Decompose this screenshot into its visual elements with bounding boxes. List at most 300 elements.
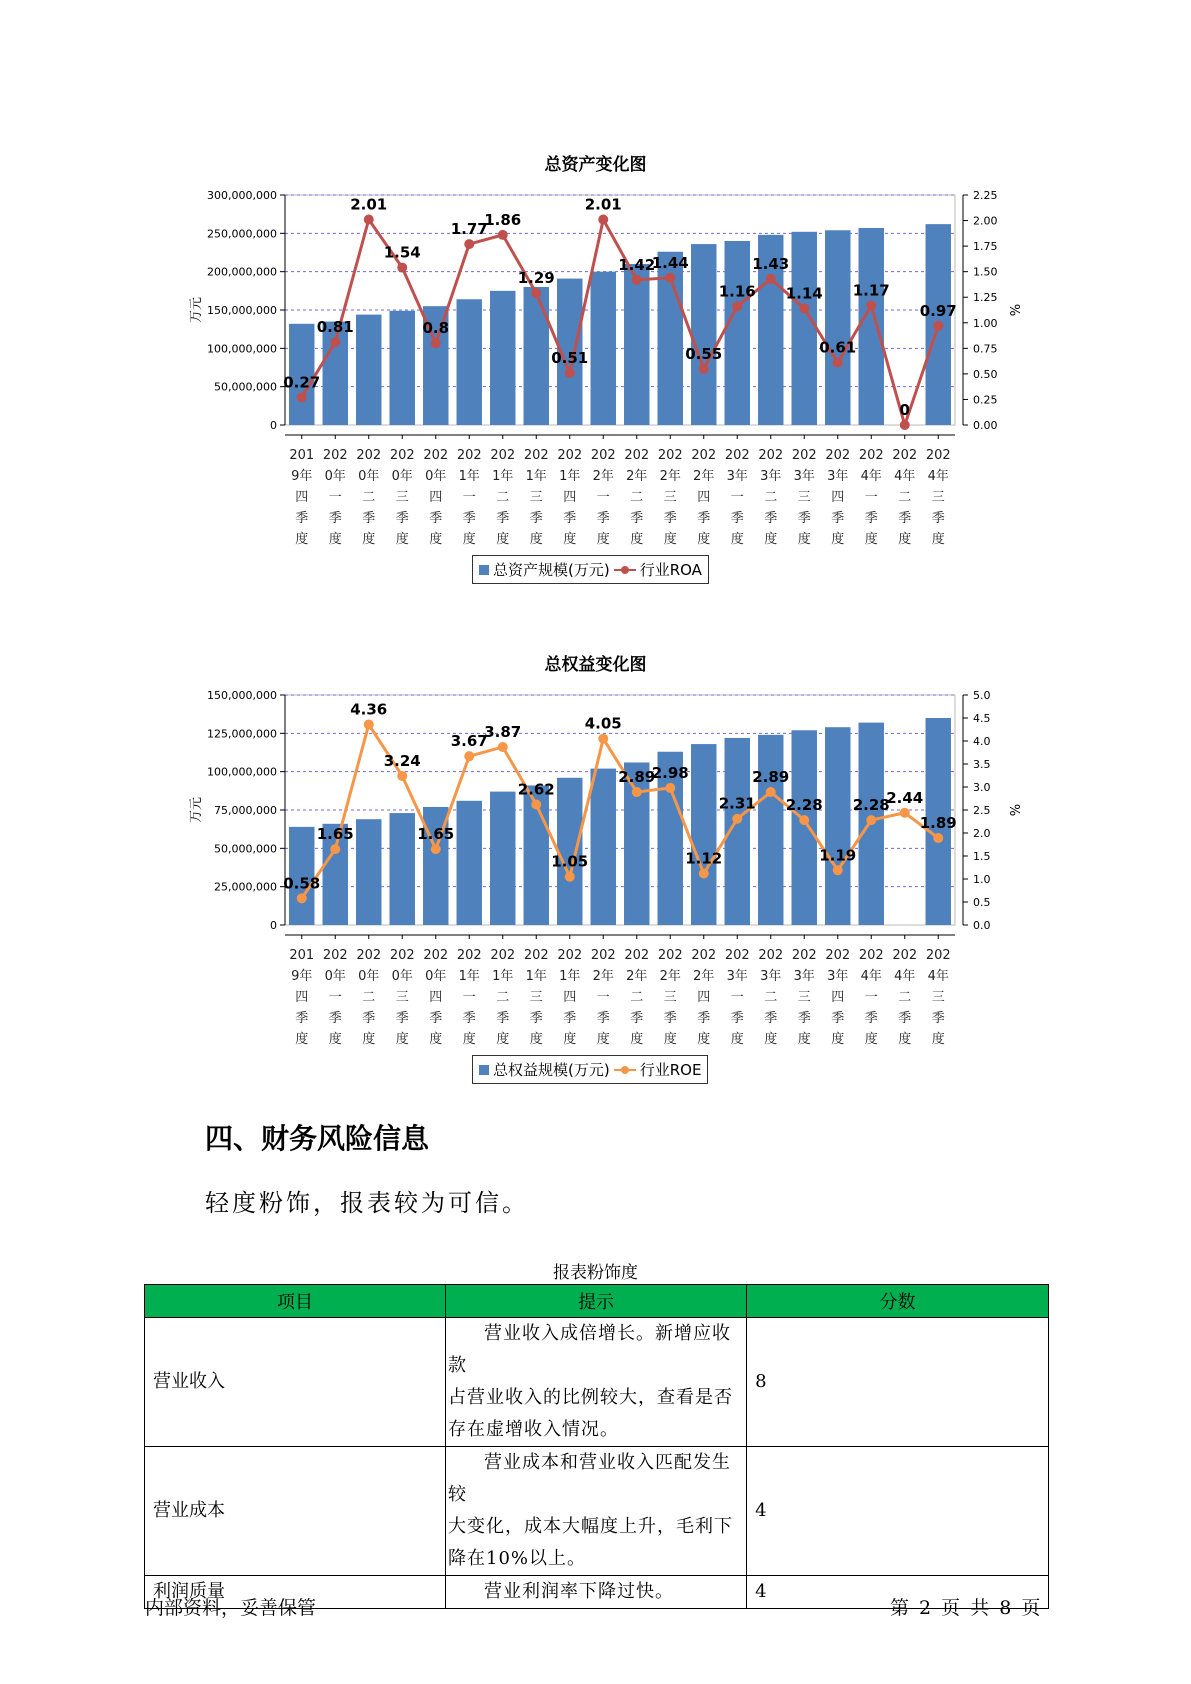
bar [591, 769, 616, 925]
line-point [766, 274, 776, 284]
y2-tick-label: 1.50 [973, 265, 998, 279]
x-tick-label: 202 [423, 948, 449, 963]
data-label: 1.43 [752, 254, 790, 273]
x-tick-label: 202 [389, 948, 415, 963]
x-tick-label: 度 [429, 1032, 443, 1047]
x-tick-label: 度 [797, 1032, 811, 1047]
line-point [833, 358, 843, 368]
data-label: 1.16 [718, 282, 756, 301]
x-tick-label: 季 [630, 511, 644, 526]
x-tick-label: 季 [395, 1011, 409, 1026]
data-label: 2.89 [618, 768, 656, 787]
line-point [632, 275, 642, 285]
x-tick-label: 0年 [391, 469, 413, 484]
x-tick-label: 0年 [358, 969, 380, 984]
data-label: 0.51 [551, 348, 589, 367]
line-point [632, 787, 642, 797]
data-label: 1.42 [618, 255, 656, 274]
y-tick-label: 250,000,000 [207, 227, 277, 241]
x-tick-label: 201 [289, 448, 315, 463]
line-point [766, 787, 776, 797]
bar [691, 744, 716, 925]
row-item: 营业成本 [145, 1447, 446, 1576]
x-tick-label: 3年 [827, 969, 849, 984]
table-row [145, 1318, 1049, 1447]
row-score: 4 [747, 1447, 1049, 1576]
bar [457, 801, 482, 925]
bar [825, 230, 850, 425]
line-point [531, 799, 541, 809]
bar [390, 813, 415, 925]
y-tick-label: 50,000,000 [214, 380, 277, 394]
y2-tick-label: 3.5 [973, 758, 991, 771]
y2-tick-label: 0.0 [973, 919, 991, 932]
x-tick-label: 202 [322, 948, 348, 963]
x-tick-label: 2年 [659, 969, 681, 984]
bar [792, 232, 817, 425]
chart-title-assets: 总资产变化图 [544, 155, 647, 175]
x-tick-label: 度 [295, 1032, 309, 1047]
data-label: 1.19 [819, 846, 857, 865]
x-tick-label: 季 [596, 1011, 610, 1026]
y2-tick-label: 2.0 [973, 827, 991, 840]
x-tick-label: 度 [295, 532, 309, 547]
x-tick-label: 度 [630, 532, 644, 547]
x-tick-label: 季 [630, 1011, 644, 1026]
x-tick-label: 季 [730, 511, 744, 526]
line-point [464, 751, 474, 761]
x-tick-label: 202 [322, 448, 348, 463]
x-tick-label: 三 [797, 490, 811, 505]
x-tick-label: 季 [663, 511, 677, 526]
data-label: 3.67 [450, 732, 488, 751]
line-point [665, 783, 675, 793]
line-point [833, 865, 843, 875]
x-tick-label: 202 [523, 948, 549, 963]
line-point [933, 833, 943, 843]
data-label: 0.55 [685, 344, 723, 363]
line-point [431, 844, 441, 854]
x-tick-label: 4年 [860, 469, 882, 484]
data-label: 1.12 [685, 849, 723, 868]
x-tick-label: 2年 [659, 469, 681, 484]
x-tick-label: 季 [864, 1011, 878, 1026]
legend-line-swatch [614, 564, 636, 576]
x-tick-label: 季 [730, 1011, 744, 1026]
legend-bar-label: 总权益规模(万元) [493, 1061, 610, 1079]
x-tick-label: 四 [831, 490, 845, 505]
table-header-row [145, 1285, 1049, 1318]
x-tick-label: 3年 [793, 969, 815, 984]
y-tick-label: 125,000,000 [207, 727, 277, 741]
line-point [364, 719, 374, 729]
line-point [397, 263, 407, 273]
x-tick-label: 2年 [592, 969, 614, 984]
y2-tick-label: 1.25 [973, 291, 998, 305]
x-tick-label: 度 [429, 532, 443, 547]
bar [591, 272, 616, 425]
x-tick-label: 季 [563, 511, 577, 526]
line-point [866, 300, 876, 310]
x-tick-label: 1年 [525, 469, 547, 484]
x-tick-label: 度 [395, 1032, 409, 1047]
x-tick-label: 三 [395, 490, 409, 505]
y2-tick-label: 0.00 [973, 419, 998, 432]
x-tick-label: 202 [456, 448, 482, 463]
data-label: 3.87 [484, 722, 522, 741]
row-hint: 营业成本和营业收入匹配发生较 大变化，成本大幅度上升，毛利下 降在10%以上。 [446, 1447, 747, 1576]
x-tick-label: 三 [663, 490, 677, 505]
y-tick-label: 100,000,000 [207, 342, 277, 356]
x-tick-label: 202 [590, 448, 616, 463]
x-tick-label: 202 [724, 948, 750, 963]
bar [825, 727, 850, 925]
equity-chart [0, 680, 1191, 1100]
table-row [145, 1447, 1049, 1576]
x-tick-label: 9年 [291, 969, 313, 984]
x-tick-label: 度 [730, 532, 744, 547]
x-tick-label: 4年 [860, 969, 882, 984]
x-tick-label: 1年 [458, 469, 480, 484]
risk-summary: 轻度粉饰，报表较为可信。 [205, 1189, 529, 1217]
x-tick-label: 2年 [693, 969, 715, 984]
x-tick-label: 季 [496, 511, 510, 526]
y-tick-label: 0 [270, 419, 277, 432]
data-label: 0.58 [283, 874, 321, 893]
x-tick-label: 202 [356, 948, 382, 963]
x-tick-label: 202 [557, 948, 583, 963]
x-tick-label: 一 [864, 490, 878, 505]
line-point [732, 301, 742, 311]
x-tick-label: 202 [523, 448, 549, 463]
x-tick-label: 2年 [592, 469, 614, 484]
line-point [699, 364, 709, 374]
x-tick-label: 202 [858, 948, 884, 963]
legend-line-label: 行业ROA [639, 561, 702, 579]
data-label: 0.61 [819, 338, 857, 357]
x-tick-label: 季 [395, 511, 409, 526]
x-tick-label: 季 [328, 511, 342, 526]
y2-axis-title: % [1006, 303, 1021, 317]
legend-line-label: 行业ROE [639, 1061, 702, 1079]
x-tick-label: 度 [362, 1032, 376, 1047]
x-tick-label: 度 [496, 1032, 510, 1047]
x-tick-label: 度 [462, 1032, 476, 1047]
header-score: 分数 [747, 1285, 1049, 1318]
x-tick-label: 2年 [626, 969, 648, 984]
y-tick-label: 300,000,000 [207, 189, 277, 202]
x-tick-label: 202 [356, 448, 382, 463]
x-tick-label: 度 [529, 1032, 543, 1047]
data-label: 1.54 [383, 243, 421, 262]
x-tick-label: 4年 [894, 969, 916, 984]
x-tick-label: 四 [697, 490, 711, 505]
x-tick-label: 1年 [525, 969, 547, 984]
x-tick-label: 1年 [559, 969, 581, 984]
x-tick-label: 二 [630, 990, 644, 1005]
x-tick-label: 202 [858, 448, 884, 463]
x-tick-label: 度 [596, 1032, 610, 1047]
line-point [598, 215, 608, 225]
data-label: 2.44 [886, 788, 924, 807]
chart-title-equity: 总权益变化图 [544, 655, 647, 675]
x-tick-label: 季 [697, 1011, 711, 1026]
x-tick-label: 4年 [927, 969, 949, 984]
x-tick-label: 季 [864, 511, 878, 526]
x-tick-label: 季 [362, 1011, 376, 1026]
y2-tick-label: 3.0 [973, 781, 991, 794]
bar [624, 762, 649, 925]
bar [792, 730, 817, 925]
x-tick-label: 202 [490, 948, 516, 963]
x-tick-label: 季 [764, 1011, 778, 1026]
line-point [598, 734, 608, 744]
x-tick-label: 202 [490, 448, 516, 463]
x-tick-label: 三 [931, 990, 945, 1005]
data-label: 1.17 [852, 281, 890, 300]
y-tick-label: 150,000,000 [207, 304, 277, 317]
bar [691, 244, 716, 425]
x-tick-label: 三 [797, 990, 811, 1005]
line-point [297, 893, 307, 903]
x-tick-label: 0年 [391, 969, 413, 984]
x-tick-label: 度 [864, 532, 878, 547]
legend-bar-swatch [479, 565, 489, 575]
x-tick-label: 季 [295, 511, 309, 526]
x-tick-label: 度 [864, 1032, 878, 1047]
x-tick-label: 202 [657, 948, 683, 963]
data-label: 2.01 [350, 195, 388, 214]
section-title: 四、财务风险信息 [205, 1122, 430, 1155]
x-tick-label: 3年 [760, 969, 782, 984]
y2-tick-label: 4.0 [973, 735, 991, 748]
data-label: 1.86 [484, 210, 522, 229]
x-tick-label: 0年 [358, 469, 380, 484]
line-point [498, 742, 508, 752]
x-tick-label: 1年 [458, 969, 480, 984]
x-tick-label: 季 [295, 1011, 309, 1026]
y2-tick-label: 0.25 [973, 393, 998, 407]
legend-bar-label: 总资产规模(万元) [493, 561, 610, 579]
y2-tick-label: 2.25 [973, 189, 998, 202]
data-label: 1.05 [551, 852, 589, 871]
data-label: 0.97 [919, 301, 957, 320]
x-tick-label: 四 [429, 990, 443, 1005]
y2-tick-label: 2.5 [973, 804, 991, 817]
equity-chart-legend [472, 1055, 708, 1084]
x-tick-label: 三 [931, 490, 945, 505]
bar [624, 264, 649, 425]
data-label: 0.27 [283, 373, 321, 392]
line-point [799, 815, 809, 825]
x-tick-label: 202 [925, 948, 951, 963]
x-tick-label: 度 [898, 1032, 912, 1047]
x-tick-label: 一 [730, 490, 744, 505]
y2-tick-label: 1.00 [973, 316, 998, 330]
x-tick-label: 四 [295, 490, 309, 505]
x-tick-label: 度 [931, 1032, 945, 1047]
x-tick-label: 202 [557, 448, 583, 463]
row-hint: 营业收入成倍增长。新增应收款 占营业收入的比例较大，查看是否 存在虚增收入情况。 [446, 1318, 747, 1447]
footer-page-number: 第 2 页 共 8 页 [890, 1597, 1041, 1619]
x-tick-label: 4年 [927, 469, 949, 484]
data-label: 2.89 [752, 768, 790, 787]
x-tick-label: 1年 [559, 469, 581, 484]
row-score: 4 [747, 1576, 1049, 1609]
x-tick-label: 一 [864, 990, 878, 1005]
bar [859, 228, 884, 425]
bar [490, 291, 515, 425]
x-tick-label: 季 [429, 1011, 443, 1026]
x-tick-label: 四 [831, 990, 845, 1005]
footer-confidential: 内部资料，妥善保管 [145, 1597, 317, 1619]
x-tick-label: 三 [395, 990, 409, 1005]
row-score: 8 [747, 1318, 1049, 1447]
x-tick-label: 季 [529, 511, 543, 526]
x-tick-label: 季 [328, 1011, 342, 1026]
x-tick-label: 202 [590, 948, 616, 963]
x-tick-label: 季 [931, 511, 945, 526]
x-tick-label: 三 [663, 990, 677, 1005]
x-tick-label: 202 [724, 448, 750, 463]
line-point [799, 303, 809, 313]
legend-line-swatch [614, 1064, 636, 1076]
x-tick-label: 度 [831, 532, 845, 547]
header-item: 项目 [145, 1285, 446, 1318]
x-tick-label: 度 [529, 532, 543, 547]
x-tick-label: 3年 [793, 469, 815, 484]
y-tick-label: 0 [270, 919, 277, 932]
x-tick-label: 一 [462, 490, 476, 505]
data-label: 1.44 [651, 253, 689, 272]
x-tick-label: 202 [423, 448, 449, 463]
data-label: 4.05 [584, 714, 622, 733]
line-point [297, 392, 307, 402]
x-tick-label: 度 [764, 532, 778, 547]
x-tick-label: 季 [429, 511, 443, 526]
x-tick-label: 度 [362, 532, 376, 547]
y2-tick-label: 4.5 [973, 712, 991, 725]
risk-table [144, 1284, 1049, 1609]
x-tick-label: 四 [563, 490, 577, 505]
x-tick-label: 0年 [425, 969, 447, 984]
x-tick-label: 季 [898, 511, 912, 526]
x-tick-label: 二 [362, 990, 376, 1005]
row-hint: 营业利润率下降过快。 [446, 1576, 747, 1609]
x-tick-label: 度 [730, 1032, 744, 1047]
data-label: 0.81 [316, 318, 354, 337]
y-axis-title: 万元 [189, 296, 204, 324]
line-point [565, 368, 575, 378]
x-tick-label: 一 [596, 490, 610, 505]
line-point [933, 321, 943, 331]
x-tick-label: 202 [758, 448, 784, 463]
line-point [732, 814, 742, 824]
x-tick-label: 202 [791, 448, 817, 463]
x-tick-label: 202 [624, 948, 650, 963]
y-tick-label: 200,000,000 [207, 265, 277, 279]
x-tick-label: 度 [764, 1032, 778, 1047]
x-tick-label: 度 [496, 532, 510, 547]
data-label: 3.24 [383, 751, 421, 770]
data-label: 2.01 [584, 195, 622, 214]
line-point [431, 338, 441, 348]
assets-chart-legend [472, 555, 709, 584]
x-tick-label: 四 [563, 990, 577, 1005]
x-tick-label: 度 [831, 1032, 845, 1047]
x-tick-label: 二 [630, 490, 644, 505]
x-tick-label: 度 [697, 532, 711, 547]
x-tick-label: 一 [596, 990, 610, 1005]
bar [490, 792, 515, 925]
legend-bar-swatch [479, 1065, 489, 1075]
x-tick-label: 二 [362, 490, 376, 505]
bar [524, 287, 549, 425]
x-tick-label: 0年 [425, 469, 447, 484]
x-tick-label: 3年 [726, 469, 748, 484]
x-tick-label: 季 [797, 511, 811, 526]
data-label: 0 [899, 401, 910, 419]
bar [356, 315, 381, 425]
x-tick-label: 二 [496, 490, 510, 505]
x-tick-label: 202 [624, 448, 650, 463]
x-tick-label: 季 [529, 1011, 543, 1026]
x-tick-label: 三 [529, 490, 543, 505]
data-label: 1.65 [316, 825, 354, 844]
line-point [866, 815, 876, 825]
x-tick-label: 2年 [693, 469, 715, 484]
data-label: 2.62 [517, 780, 555, 799]
data-label: 2.28 [785, 796, 823, 815]
x-tick-label: 季 [831, 1011, 845, 1026]
x-tick-label: 度 [328, 532, 342, 547]
line-point [699, 868, 709, 878]
x-tick-label: 202 [758, 948, 784, 963]
bar [356, 819, 381, 925]
x-tick-label: 1年 [492, 969, 514, 984]
line-point [665, 273, 675, 283]
x-tick-label: 度 [663, 532, 677, 547]
line-point [498, 230, 508, 240]
x-tick-label: 季 [462, 1011, 476, 1026]
line-point [330, 337, 340, 347]
x-tick-label: 季 [663, 1011, 677, 1026]
x-tick-label: 202 [892, 448, 918, 463]
y2-tick-label: 0.75 [973, 342, 998, 356]
data-label: 1.29 [517, 269, 555, 288]
line-point [900, 420, 910, 430]
x-tick-label: 度 [596, 532, 610, 547]
y2-tick-label: 0.5 [973, 896, 991, 909]
y-tick-label: 25,000,000 [214, 880, 277, 894]
y2-axis-title: % [1006, 803, 1021, 817]
assets-chart [0, 180, 1191, 600]
x-tick-label: 202 [892, 948, 918, 963]
bar [725, 241, 750, 425]
line-point [364, 215, 374, 225]
x-tick-label: 季 [462, 511, 476, 526]
data-label: 2.98 [651, 763, 689, 782]
data-label: 4.36 [350, 700, 388, 719]
y-tick-label: 50,000,000 [214, 842, 277, 856]
x-tick-label: 9年 [291, 469, 313, 484]
header-hint: 提示 [446, 1285, 747, 1318]
x-tick-label: 2年 [626, 469, 648, 484]
x-tick-label: 202 [691, 948, 717, 963]
x-tick-label: 度 [898, 532, 912, 547]
x-tick-label: 202 [657, 448, 683, 463]
data-label: 1.77 [450, 220, 488, 239]
